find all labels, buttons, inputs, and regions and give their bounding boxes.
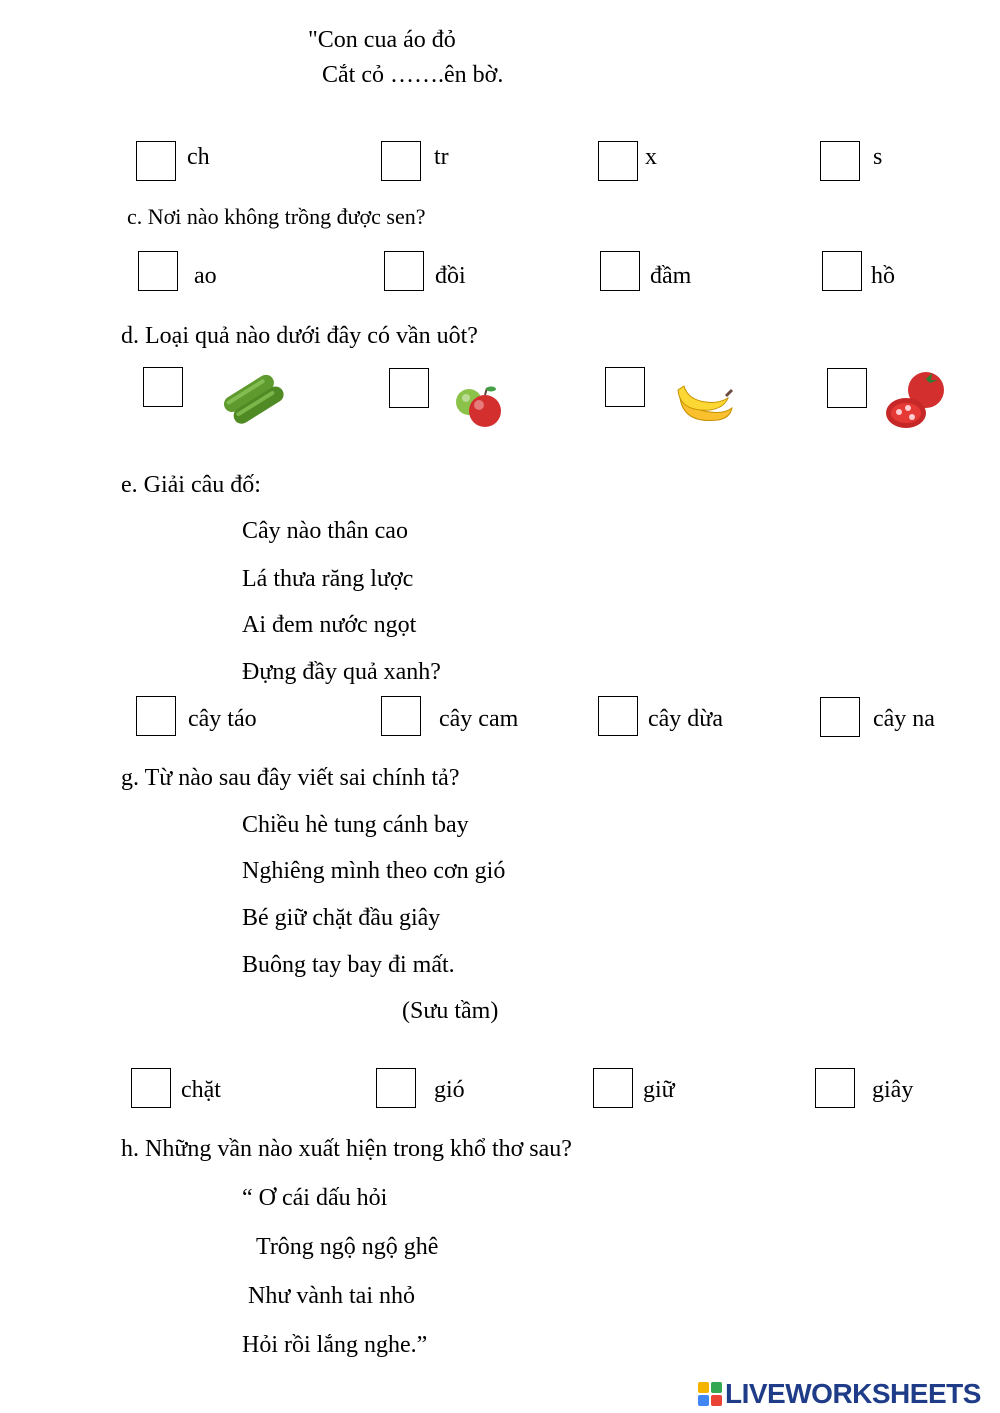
checkbox-c-doi[interactable] (384, 251, 424, 291)
option-g-label: giây (872, 1077, 914, 1103)
checkbox-b-x[interactable] (598, 141, 638, 181)
poem-h-line: Trông ngộ ngộ ghê (256, 1234, 439, 1260)
option-g-label: chặt (181, 1077, 221, 1103)
question-d: d. Loại quả nào dưới đây có vần uôt? (121, 323, 478, 349)
checkbox-g-giay[interactable] (815, 1068, 855, 1108)
checkbox-b-tr[interactable] (381, 141, 421, 181)
option-c-label: đồi (435, 263, 466, 289)
question-c: c. Nơi nào không trồng được sen? (127, 204, 426, 229)
option-c-label: đầm (650, 263, 692, 289)
option-b-label: s (873, 144, 883, 170)
cucumber-icon (222, 370, 284, 426)
poem-g-source: (Sưu tầm) (402, 998, 499, 1024)
checkbox-e-cay-dua[interactable] (598, 696, 638, 736)
option-b-label: x (645, 144, 657, 170)
checkbox-g-chat[interactable] (131, 1068, 171, 1108)
checkbox-c-dam[interactable] (600, 251, 640, 291)
poem-b-line-1: "Con cua áo đỏ (308, 27, 456, 53)
poem-b-line-2: Cắt cỏ …….ên bờ. (322, 62, 504, 88)
checkbox-d-cucumber[interactable] (143, 367, 183, 407)
checkbox-c-ao[interactable] (138, 251, 178, 291)
option-e-label: cây na (873, 706, 935, 732)
option-g-label: giữ (643, 1077, 675, 1103)
option-e-label: cây táo (188, 706, 257, 732)
option-b-label: ch (187, 144, 210, 170)
poem-g-line: Bé giữ chặt đầu giây (242, 905, 441, 931)
tomato-icon (884, 370, 948, 430)
liveworksheets-logo-text: LIVEWORKSHEETS (725, 1378, 981, 1409)
checkbox-e-cay-cam[interactable] (381, 696, 421, 736)
banana-icon (674, 378, 736, 430)
poem-h-line: Hỏi rồi lắng nghe.” (242, 1332, 428, 1358)
question-h: h. Những vần nào xuất hiện trong khổ thơ sau? (121, 1136, 572, 1162)
checkbox-e-cay-tao[interactable] (136, 696, 176, 736)
checkbox-b-s[interactable] (820, 141, 860, 181)
checkbox-c-ho[interactable] (822, 251, 862, 291)
poem-g-line: Nghiêng mình theo cơn gió (242, 858, 506, 884)
liveworksheets-mark-icon (697, 1381, 723, 1407)
option-c-label: ao (194, 263, 217, 289)
option-c-label: hồ (871, 263, 895, 289)
riddle-line: Ai đem nước ngọt (242, 612, 417, 638)
riddle-line: Lá thưa răng lược (242, 566, 414, 592)
riddle-line: Đựng đầy quả xanh? (242, 659, 441, 685)
checkbox-e-cay-na[interactable] (820, 697, 860, 737)
checkbox-d-tomato[interactable] (827, 368, 867, 408)
riddle-line: Cây nào thân cao (242, 518, 408, 544)
poem-h-line: “ Ơ cái dấu hỏi (242, 1185, 388, 1211)
checkbox-g-giu[interactable] (593, 1068, 633, 1108)
poem-g-line: Chiều hè tung cánh bay (242, 812, 469, 838)
question-g: g. Từ nào sau đây viết sai chính tả? (121, 765, 460, 791)
checkbox-b-ch[interactable] (136, 141, 176, 181)
poem-h-line: Như vành tai nhỏ (248, 1283, 415, 1309)
option-e-label: cây cam (439, 706, 519, 732)
checkbox-d-banana[interactable] (605, 367, 645, 407)
option-e-label: cây dừa (648, 706, 723, 732)
question-e: e. Giải câu đố: (121, 472, 261, 498)
checkbox-d-apple[interactable] (389, 368, 429, 408)
option-g-label: gió (434, 1077, 465, 1103)
apple-icon (452, 380, 506, 430)
liveworksheets-logo (697, 1378, 981, 1410)
option-b-label: tr (434, 144, 449, 170)
checkbox-g-gio[interactable] (376, 1068, 416, 1108)
poem-g-line: Buông tay bay đi mất. (242, 952, 455, 978)
